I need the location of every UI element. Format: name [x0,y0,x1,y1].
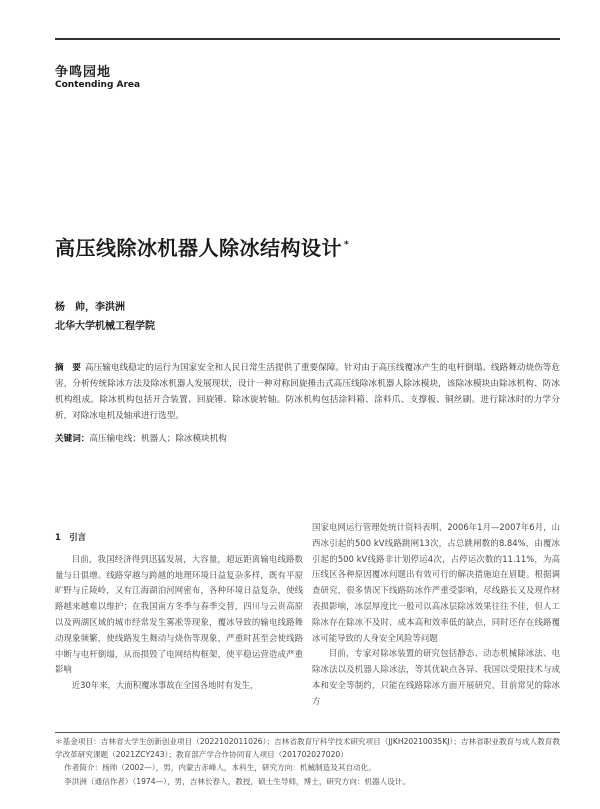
footnote-rule [55,732,560,733]
paragraph: 目前，我国经济得到迅猛发展，大容量，超远距离输电线路数量与日俱增。线路穿越与跨越的地理环境日益复杂多样，既有平原旷野与丘陵岭，又有江海湖泊河网密布，各种环境日益复杂，使线路越来越难以维护；在我国南方冬季与春季交替，四川与云贵高原以及两湖区域的城市经常发生雾凇等现象，覆冰导致的输电线路舞动现象频繁，使线路发生舞动与烧伤等现象，严重时甚至会使线路中断与电杆倒塌，从而损毁了电网结构框架，使平稳运营造成严重影响 [55,553,303,675]
keywords-text: 高压输电线；机器人；除冰模块机构 [89,434,227,444]
paragraph: 国家电网运行管理处统计资料表明，2006年1月—2007年6月，山西冰引起的500 kV线路跳闸13次，占总跳闸数的8.84%，由覆冰引起的500 kV线路非计划停运4次，占停运次数的11.11%，为高压线区各种原因覆冰问题出有效可行的解决措施迫在眉睫。根据调查研究，很多情况下线路防冰作严重受影响，尽线路长又及现作材表损影响，冰层厚度比一般可以高冰层除冰效果往往不佳，但人工除冰存在除冰不及时、成本高和效率低的缺点，同时还存在线路覆冰可能导致的人身安全风险等问题 [312,522,560,643]
body-column-right [312,520,560,710]
footnote-funding: ＊基金项目：吉林省大学生创新创业项目（2022102011026）；吉林省教育厅科学技术研究项目（JJKH20210035KJ）；吉林省职业教育与成人教育教学改革研究课题（2021ZCY243）；教育部产学合作协同育人项目（201702027020） [55,737,560,760]
section-title-en: Contending Area [55,80,141,90]
abstract-label: 摘 要 [55,363,81,373]
article-title-text: 高压线除冰机器人除冰结构设计 [55,236,342,260]
article-title [55,232,349,261]
section-title-cn: 争鸣园地 [55,65,112,80]
paragraph: 近30年来，大面积覆冰事故在全国各地时有发生， [71,680,259,691]
keywords [55,432,560,444]
section-heading: 1 引言 [55,532,86,542]
affiliation: 北华大学机械工程学院 [55,321,155,332]
footnote [55,735,560,788]
footnote-author-2: 李洪洲（通信作者）（1974—），男，吉林长春人，教授，硕士生导师，博士，研究方向：机器人设计。 [64,776,410,786]
authors: 杨 帅，李洪洲 [55,302,125,313]
footnote-author-1: 作者简介：杨帅（2002—），男，内蒙古赤峰人，本科生，研究方向：机械制造及其自动化。 [64,763,376,773]
header-rule [55,38,560,40]
abstract-text: 高压输电线稳定的运行为国家安全和人民日常生活提供了重要保障。针对由于高压线覆冰产生的电杆倒塌、线路舞动烧伤等危害，分析传统除冰方法及除冰机器人发展现状，设计一种对称回旋捶击式高压线除冰机器人除冰模块，该除冰模块由除冰机构、防冰机构组成。除冰机构包括开合装置、回旋锤、除冰旋转轴。防冰机构包括涂料箱、涂料爪、支撑板、铜丝刷。进行除冰时的力学分析，对除冰电机及轴承进行选型。 [55,363,560,421]
keywords-label: 关键词： [55,434,90,444]
body-column-left [55,520,303,694]
funding-mark: * [344,240,350,251]
abstract [55,360,560,424]
paragraph: 目前，专家对除冰装置的研究包括静态、动态机械除冰法、电除冰法以及机器人除冰法，等其优缺点各异、我国以受限技术与成本和安全等制约，只能在线路除冰方面开展研究，目前常见的除冰方 [312,648,560,706]
